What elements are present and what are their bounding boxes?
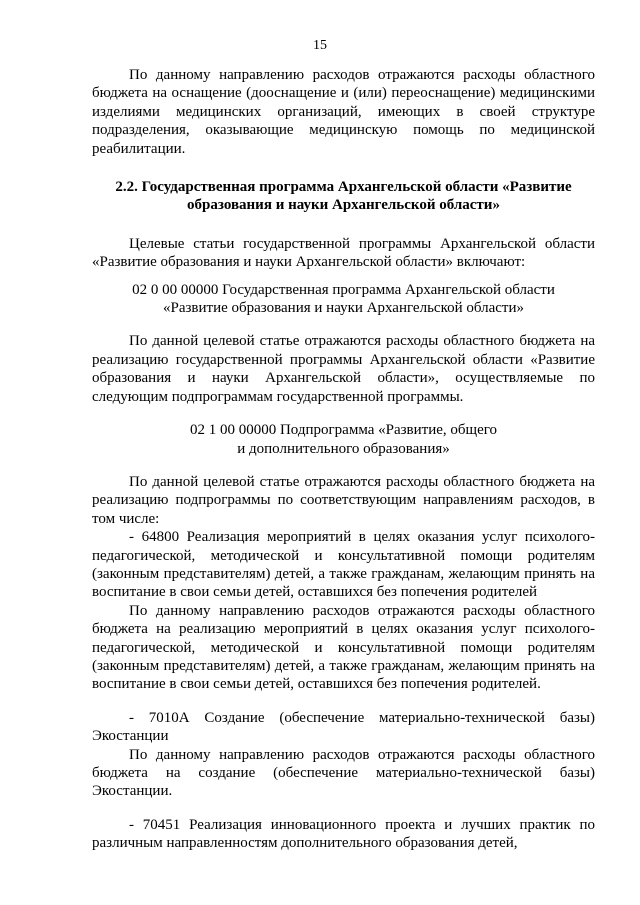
paragraph-target-articles-intro: Целевые статьи государственной программы Архангельской области «Развитие образования и науки Архангельской области» включают:	[92, 235, 595, 271]
section-heading-2-2: 2.2. Государственная программа Архангельской области «Развитие образования и науки Архангельской области»	[115, 179, 572, 214]
code-heading-02-1-line1: 02 1 00 00000 Подпрограмма «Развитие, общего	[189, 422, 498, 439]
code-heading-02-0-line1: 02 0 00 00000 Государственная программа Архангельской области	[132, 281, 555, 298]
paragraph-medical-rehabilitation: По данному направлению расходов отражаются расходы областного бюджета на оснащение (дооснащение и (или) переоснащение) медицинскими изделиями медицинских организаций, имеющих в своей структуре подразделения, оказывающие медицинскую помощь по медицинской реабилитации.	[92, 67, 595, 157]
paragraph-subprogram-expenses: По данной целевой статье отражаются расходы областного бюджета на реализацию подпрограммы по соответствующим направлениям расходов, в том числе:	[92, 473, 595, 527]
list-item-64800: - 64800 Реализация мероприятий в целях оказания услуг психолого-педагогической, методической и консультативной помощи родителям (законным представителям) детей, а также гражданам, желающим принять на воспитание в свои семьи детей, оставшихся без попечения родителей	[92, 529, 595, 601]
list-item-70451: - 70451 Реализация инновационного проекта и лучших практик по различным направленностям дополнительного образования детей,	[92, 816, 595, 852]
paragraph-64800-description: По данному направлению расходов отражаются расходы областного бюджета на реализацию мероприятий в целях оказания услуг психолого-педагогической, методической и консультативной помощи родителям (законным представителям) детей, а также гражданам, желающим принять на воспитание в свои семьи детей, оставшихся без попечения родителей.	[92, 602, 595, 693]
code-heading-02-0-line2: «Развитие образования и науки Архангельской области»	[162, 300, 525, 317]
code-heading-02-1-line2: и дополнительного образования»	[237, 440, 450, 457]
paragraph-program-expenses: По данной целевой статье отражаются расходы областного бюджета на реализацию государственной программы Архангельской области «Развитие образования и науки Архангельской области», осуществляемые по следующим подпрограммам государственной программы.	[92, 333, 595, 405]
paragraph-7010a-description: По данному направлению расходов отражаются расходы областного бюджета на создание (обеспечение материально-технической базы) Экостанции.	[92, 746, 595, 800]
page-number: 15	[313, 38, 327, 53]
document-body	[92, 66, 595, 853]
list-item-7010a: - 7010А Создание (обеспечение материально-технической базы) Экостанции	[92, 709, 595, 745]
